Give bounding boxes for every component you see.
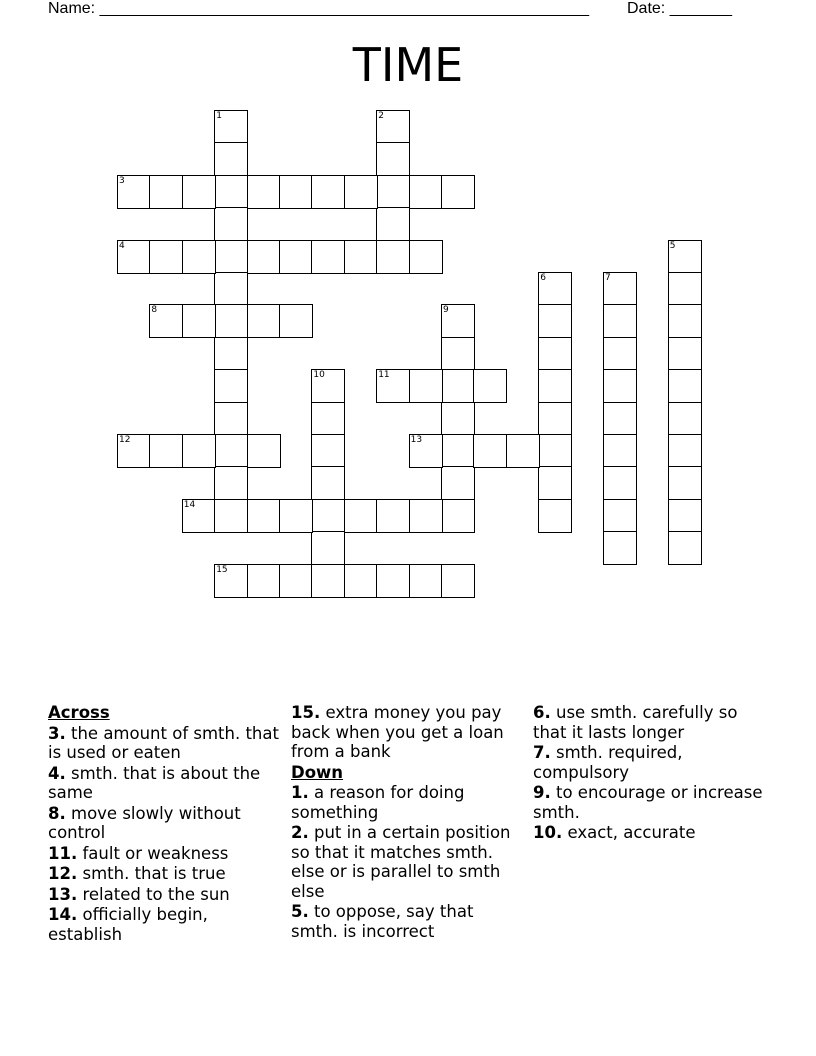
grid-cell[interactable]: [149, 240, 183, 274]
cell-number: 2: [378, 111, 384, 121]
cell-number: 10: [313, 370, 325, 381]
puzzle-title: TIME: [352, 38, 464, 92]
grid-cell[interactable]: [668, 304, 702, 338]
cell-number: 14: [183, 499, 196, 510]
grid-cell[interactable]: [603, 369, 637, 403]
grid-cell[interactable]: [376, 142, 410, 176]
grid-cell[interactable]: [668, 434, 702, 468]
grid-cell[interactable]: [538, 466, 572, 500]
grid-cell[interactable]: [247, 499, 281, 533]
grid-cell[interactable]: [279, 499, 313, 533]
grid-cell[interactable]: [441, 304, 475, 338]
clue-number: 11.: [48, 843, 78, 863]
grid-cell[interactable]: [603, 499, 637, 533]
grid-cell[interactable]: [538, 369, 572, 403]
name-field[interactable]: Name: _______________________________________________________: [48, 0, 589, 17]
grid-cell[interactable]: [441, 402, 475, 436]
grid-cell[interactable]: [149, 304, 183, 338]
grid-cell[interactable]: [311, 369, 345, 403]
clue-down-5: [291, 902, 523, 941]
grid-cell[interactable]: [214, 564, 248, 598]
grid-cell[interactable]: [668, 240, 702, 274]
grid-cell[interactable]: [409, 434, 443, 468]
grid-cell[interactable]: [376, 564, 410, 598]
grid-cell[interactable]: [376, 499, 410, 533]
grid-cell[interactable]: [603, 272, 637, 306]
grid-cell[interactable]: [538, 402, 572, 436]
grid-cell[interactable]: [603, 402, 637, 436]
grid-cell[interactable]: [311, 434, 345, 468]
grid-cell[interactable]: [441, 337, 475, 371]
clue-across-8: [48, 804, 280, 843]
clue-column-3: [533, 703, 765, 844]
grid-cell[interactable]: [376, 110, 410, 144]
cell-number: 9: [443, 305, 449, 316]
down-heading: Down: [291, 762, 344, 782]
grid-cell[interactable]: [279, 240, 313, 274]
clue-text: smth. that is about the same: [48, 763, 261, 802]
grid-cell[interactable]: [214, 142, 248, 176]
clue-across-14: [48, 905, 280, 944]
grid-cell[interactable]: [117, 240, 151, 274]
grid-cell[interactable]: [311, 402, 345, 436]
grid-cell[interactable]: [441, 466, 475, 500]
cell-number: 13: [410, 435, 423, 445]
grid-cell[interactable]: [668, 466, 702, 500]
clue-across-13: [48, 885, 280, 905]
grid-cell[interactable]: [538, 434, 572, 468]
grid-cell[interactable]: [311, 531, 345, 565]
clue-text: exact, accurate: [567, 823, 696, 842]
clue-text: to encourage or increase smth.: [533, 783, 763, 822]
grid-cell[interactable]: [182, 240, 216, 274]
cell-number: 5: [669, 240, 676, 251]
grid-cell[interactable]: [182, 175, 216, 209]
grid-cell[interactable]: [214, 466, 248, 500]
grid-cell[interactable]: [376, 369, 410, 403]
clue-text: move slowly without control: [48, 803, 241, 842]
grid-cell[interactable]: [214, 499, 248, 533]
grid-cell[interactable]: [279, 304, 313, 338]
grid-cell[interactable]: [117, 434, 151, 468]
clue-column-1: [48, 703, 280, 945]
cell-number: 8: [151, 305, 158, 316]
clue-column-2: [291, 703, 523, 942]
grid-cell[interactable]: [344, 175, 378, 209]
grid-cell[interactable]: [247, 304, 281, 338]
grid-cell[interactable]: [214, 369, 248, 403]
clue-text: smth. required, compulsory: [533, 743, 683, 782]
clue-number: 7.: [533, 743, 551, 762]
cell-number: 15: [216, 564, 228, 575]
grid-cell[interactable]: [149, 434, 183, 468]
grid-cell[interactable]: [441, 175, 475, 209]
across-heading: Across: [48, 703, 110, 722]
grid-cell[interactable]: [668, 402, 702, 436]
grid-cell[interactable]: [182, 304, 216, 338]
grid-cell[interactable]: [117, 175, 151, 209]
clue-number: 2.: [291, 823, 309, 842]
clue-list: [48, 703, 778, 1003]
clue-number: 5.: [291, 902, 309, 921]
grid-cell[interactable]: [214, 207, 248, 241]
cell-number: 7: [605, 273, 611, 283]
cell-number: 4: [119, 240, 125, 251]
grid-cell[interactable]: [344, 240, 378, 274]
grid-cell[interactable]: [311, 499, 345, 533]
grid-cell[interactable]: [344, 564, 378, 598]
cell-number: 3: [119, 175, 125, 186]
grid-cell[interactable]: [376, 207, 410, 241]
grid-cell[interactable]: [668, 531, 702, 565]
clue-text: use smth. carefully so that it lasts longer: [533, 703, 738, 742]
clue-number: 9.: [533, 783, 551, 802]
grid-cell[interactable]: [344, 499, 378, 533]
grid-cell[interactable]: [279, 564, 313, 598]
grid-cell[interactable]: [149, 175, 183, 209]
grid-cell[interactable]: [214, 434, 248, 468]
grid-cell[interactable]: [506, 434, 540, 468]
grid-cell[interactable]: [603, 466, 637, 500]
grid-cell[interactable]: [214, 175, 248, 209]
clue-number: 12.: [48, 864, 78, 883]
clue-text: fault or weakness: [82, 843, 229, 863]
clue-number: 8.: [48, 803, 66, 823]
clue-number: 14.: [48, 905, 78, 924]
grid-cell[interactable]: [473, 434, 507, 468]
grid-cell[interactable]: [409, 369, 443, 403]
grid-cell[interactable]: [214, 402, 248, 436]
grid-cell[interactable]: [603, 304, 637, 338]
clue-down-2: [291, 823, 523, 901]
grid-cell[interactable]: [441, 434, 475, 468]
grid-cell[interactable]: [603, 434, 637, 468]
clue-down-9: [533, 783, 765, 822]
grid-cell[interactable]: [214, 337, 248, 371]
grid-cell[interactable]: [311, 175, 345, 209]
grid-cell[interactable]: [441, 499, 475, 533]
grid-cell[interactable]: [409, 564, 443, 598]
clue-text: the amount of smth. that is used or eaten: [48, 723, 279, 762]
grid-cell[interactable]: [182, 499, 216, 533]
grid-cell[interactable]: [214, 272, 248, 306]
grid-cell[interactable]: [603, 531, 637, 565]
clue-text: a reason for doing something: [291, 783, 465, 822]
grid-cell[interactable]: [214, 240, 248, 274]
cell-number: 11: [378, 370, 390, 381]
grid-cell[interactable]: [214, 304, 248, 338]
grid-cell[interactable]: [441, 564, 475, 598]
cell-number: 1: [216, 111, 222, 121]
cell-number: 12: [119, 435, 131, 445]
grid-cell[interactable]: [247, 564, 281, 598]
grid-cell[interactable]: [441, 369, 475, 403]
clue-across-3: [48, 724, 280, 763]
grid-cell[interactable]: [311, 466, 345, 500]
grid-cell[interactable]: [376, 175, 410, 209]
clue-across-11: [48, 844, 280, 864]
grid-cell[interactable]: [538, 304, 572, 338]
clue-down-10: [533, 823, 765, 843]
clue-down-7: [533, 743, 765, 782]
clue-number: 10.: [533, 823, 563, 842]
grid-cell[interactable]: [247, 175, 281, 209]
grid-cell[interactable]: [538, 272, 572, 306]
clue-number: 1.: [291, 783, 309, 802]
grid-cell[interactable]: [668, 369, 702, 403]
grid-cell[interactable]: [409, 175, 443, 209]
clue-text: put in a certain position so that it matches smth. else or is parallel to smth else: [291, 823, 511, 901]
grid-cell[interactable]: [409, 240, 443, 274]
clue-text: smth. that is true: [82, 864, 226, 883]
grid-cell[interactable]: [668, 337, 702, 371]
grid-cell[interactable]: [311, 240, 345, 274]
grid-cell[interactable]: [247, 240, 281, 274]
clue-number: 13.: [48, 884, 78, 904]
grid-cell[interactable]: [603, 337, 637, 371]
grid-cell[interactable]: [247, 434, 281, 468]
grid-cell[interactable]: [538, 337, 572, 371]
clue-number: 3.: [48, 723, 66, 743]
cell-number: 6: [540, 273, 546, 283]
grid-cell[interactable]: [409, 499, 443, 533]
grid-cell[interactable]: [538, 499, 572, 533]
grid-cell[interactable]: [311, 564, 345, 598]
clue-number: 4.: [48, 763, 66, 783]
clue-across-15: [291, 703, 523, 762]
clue-text: officially begin, establish: [48, 905, 208, 944]
grid-cell[interactable]: [182, 434, 216, 468]
grid-cell[interactable]: [473, 369, 507, 403]
grid-cell[interactable]: [376, 240, 410, 274]
clue-down-1: [291, 783, 523, 822]
grid-cell[interactable]: [668, 499, 702, 533]
clue-across-4: [48, 764, 280, 803]
clue-text: extra money you pay back when you get a loan from a bank: [291, 703, 504, 761]
grid-cell[interactable]: [668, 272, 702, 306]
clue-across-12: [48, 864, 280, 884]
clue-down-6: [533, 703, 765, 742]
clue-number: 6.: [533, 703, 551, 722]
clue-number: 15.: [291, 703, 321, 722]
grid-cell[interactable]: [214, 110, 248, 144]
date-field[interactable]: Date: _______: [627, 0, 732, 17]
clue-text: to oppose, say that smth. is incorrect: [291, 902, 474, 941]
grid-cell[interactable]: [279, 175, 313, 209]
clue-text: related to the sun: [82, 884, 230, 904]
